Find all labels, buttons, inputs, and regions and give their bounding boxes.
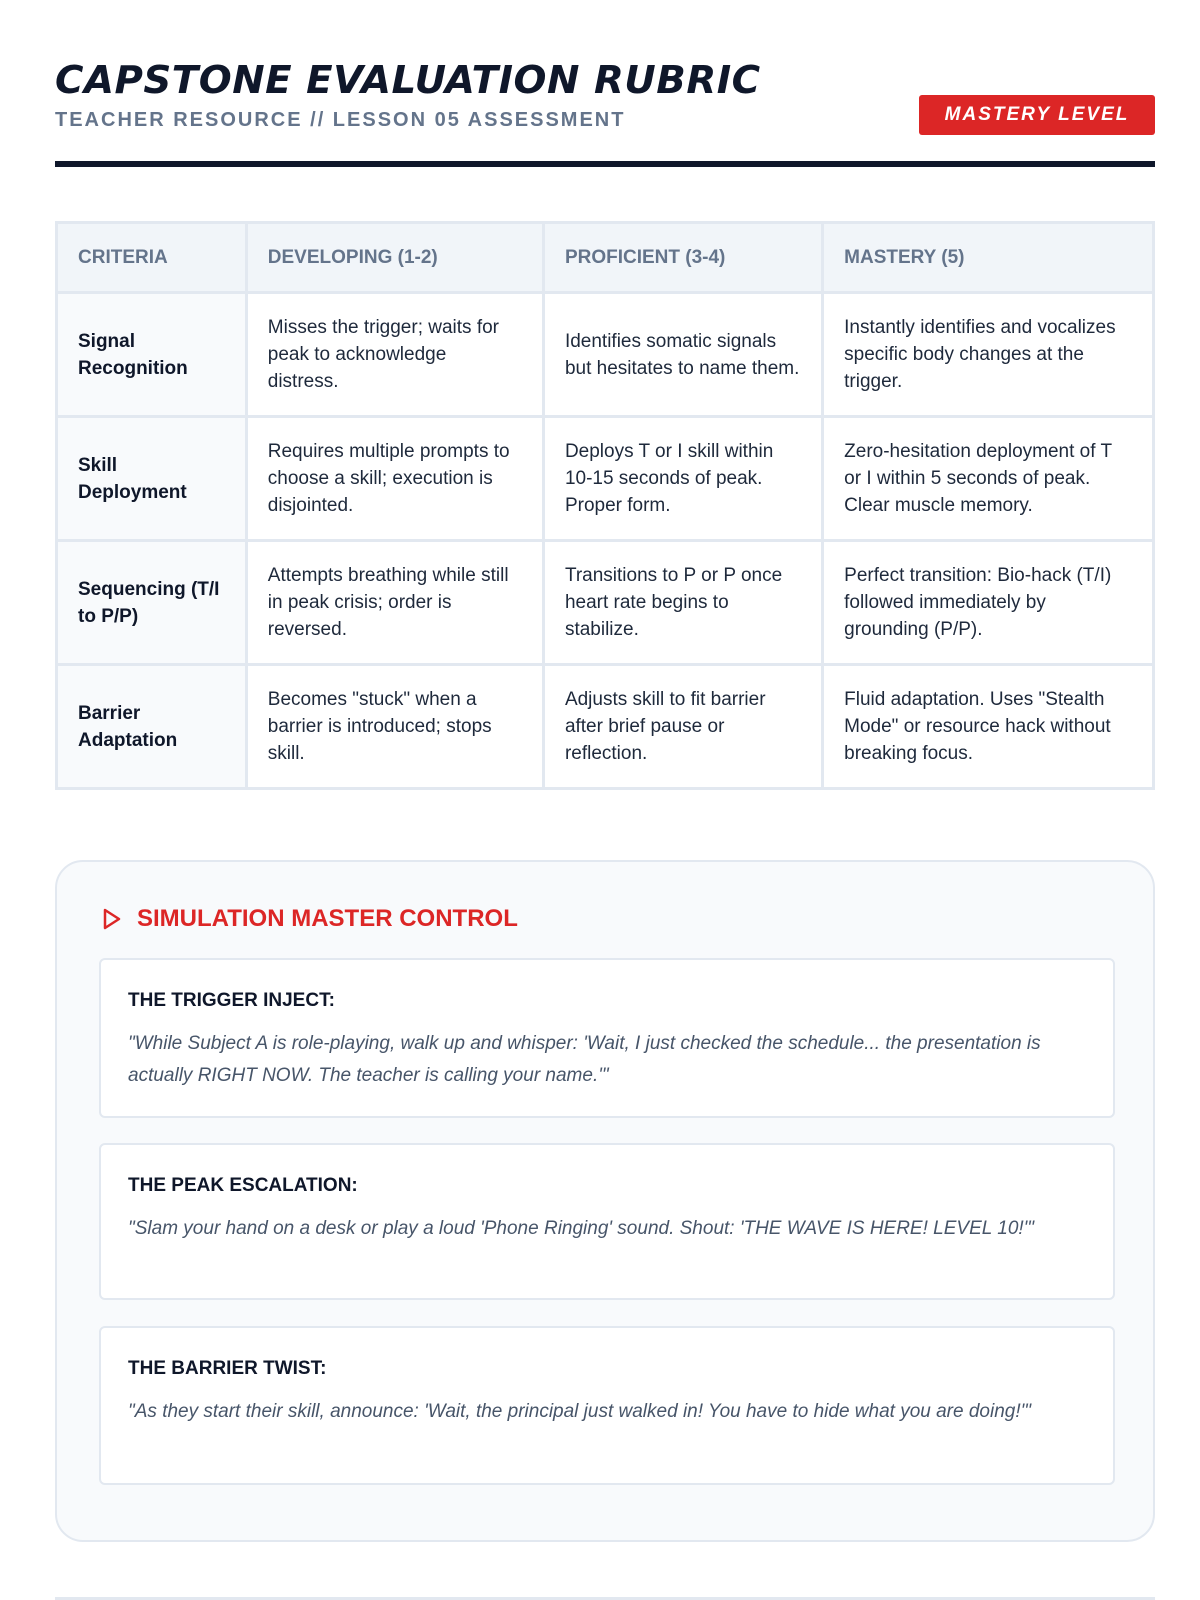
table-row	[57, 293, 1154, 417]
card-script-text: "While Subject A is role-playing, walk up and whisper: 'Wait, I just checked the schedule... the presentation is actually RIGHT NOW. The teacher is calling your name.'"	[128, 1033, 1041, 1086]
column-header-mastery: MASTERY (5)	[823, 223, 1154, 293]
mastery-cell: Zero-hesitation deployment of T or I within 5 seconds of peak. Clear muscle memory.	[823, 417, 1154, 541]
table-row	[57, 541, 1154, 665]
column-header-developing: DEVELOPING (1-2)	[246, 223, 543, 293]
proficient-cell: Deploys T or I skill within 10-15 seconds of peak. Proper form.	[543, 417, 822, 541]
table-row	[57, 665, 1154, 789]
page-header	[55, 55, 1155, 167]
trigger-inject-card	[99, 958, 1115, 1118]
mastery-cell: Fluid adaptation. Uses "Stealth Mode" or resource hack without breaking focus.	[823, 665, 1154, 789]
column-header-criteria: CRITERIA	[57, 223, 247, 293]
column-header-proficient: PROFICIENT (3-4)	[543, 223, 822, 293]
page-subtitle: TEACHER RESOURCE // LESSON 05 ASSESSMENT	[55, 109, 626, 131]
criteria-cell: Sequencing (T/I to P/P)	[57, 541, 247, 665]
proficient-cell: Identifies somatic signals but hesitates to name them.	[543, 293, 822, 417]
developing-cell: Requires multiple prompts to choose a skill; execution is disjointed.	[246, 417, 543, 541]
play-icon	[99, 907, 123, 931]
proficient-cell: Transitions to P or P once heart rate begins to stabilize.	[543, 541, 822, 665]
mastery-cell: Instantly identifies and vocalizes specific body changes at the trigger.	[823, 293, 1154, 417]
developing-cell: Becomes "stuck" when a barrier is introduced; stops skill.	[246, 665, 543, 789]
barrier-twist-card	[99, 1326, 1115, 1485]
rubric-header-row	[57, 223, 1154, 293]
peak-escalation-card	[99, 1143, 1115, 1300]
card-label: THE TRIGGER INJECT:	[128, 990, 335, 1011]
mastery-level-badge: MASTERY LEVEL	[919, 95, 1155, 135]
developing-cell: Misses the trigger; waits for peak to acknowledge distress.	[246, 293, 543, 417]
criteria-cell: Skill Deployment	[57, 417, 247, 541]
card-label: THE BARRIER TWIST:	[128, 1358, 327, 1379]
simulation-panel-title: SIMULATION MASTER CONTROL	[137, 905, 518, 932]
card-script-text: "Slam your hand on a desk or play a loud 'Phone Ringing' sound. Shout: 'THE WAVE IS HERE! LEVEL 10!'"	[128, 1218, 1035, 1239]
card-script-text: "As they start their skill, announce: 'Wait, the principal just walked in! You have to hide what you are doing!'"	[128, 1401, 1031, 1422]
table-row	[57, 417, 1154, 541]
proficient-cell: Adjusts skill to fit barrier after brief pause or reflection.	[543, 665, 822, 789]
rubric-table	[55, 221, 1155, 790]
criteria-cell: Barrier Adaptation	[57, 665, 247, 789]
page-title: CAPSTONE EVALUATION RUBRIC	[55, 58, 761, 102]
simulation-control-panel	[55, 860, 1155, 1542]
criteria-cell: Signal Recognition	[57, 293, 247, 417]
card-label: THE PEAK ESCALATION:	[128, 1175, 358, 1196]
developing-cell: Attempts breathing while still in peak crisis; order is reversed.	[246, 541, 543, 665]
mastery-cell: Perfect transition: Bio-hack (T/I) followed immediately by grounding (P/P).	[823, 541, 1154, 665]
simulation-panel-header	[99, 902, 518, 936]
